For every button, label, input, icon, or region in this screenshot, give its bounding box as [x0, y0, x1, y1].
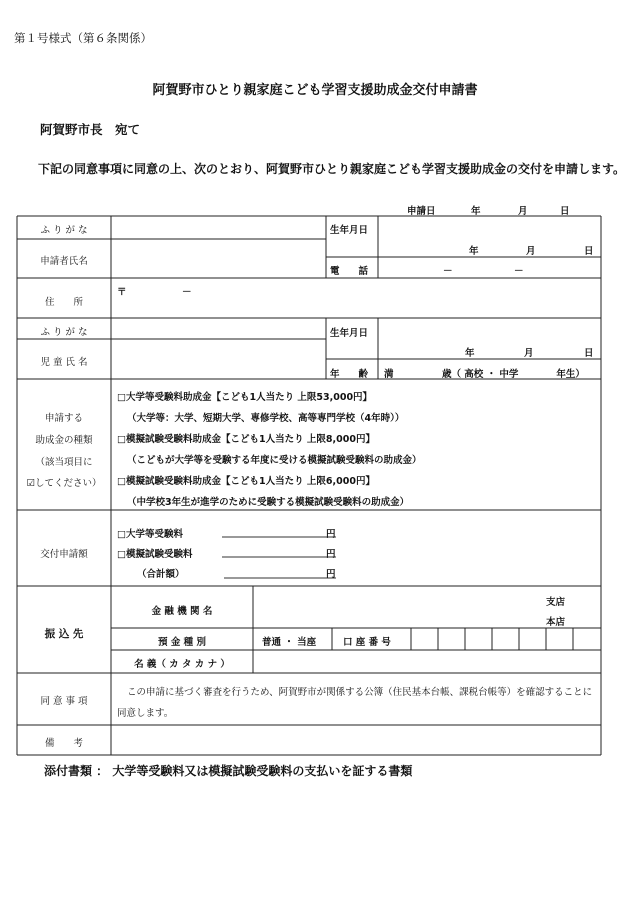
- child-birthdate-label: 生年月日: [330, 328, 369, 339]
- applicant-furigana-field[interactable]: [112, 218, 325, 238]
- grant-type-label-4: ☑してください）: [26, 478, 102, 489]
- bank-name-label: 金 融 機 関 名: [151, 606, 213, 617]
- application-date-label: 申請日: [407, 206, 436, 217]
- option-mock-exam-8000-note: （こどもが大学等を受験する年度に受ける模擬試験受験料の助成金）: [127, 455, 422, 466]
- child-furigana-label: ふ り が な: [40, 327, 88, 338]
- addressee: 阿賀野市長 宛て: [40, 122, 141, 137]
- applicant-birthdate-label: 生年月日: [330, 225, 369, 236]
- applicant-name-label: 申請者氏名: [40, 256, 88, 267]
- child-name-label: 児 童 氏 名: [40, 357, 88, 368]
- child-birth-day[interactable]: 日: [584, 348, 594, 359]
- remarks-label: 備 考: [44, 738, 83, 749]
- amount-university-label[interactable]: □大学等受験料: [117, 529, 183, 540]
- child-name-field[interactable]: [112, 341, 325, 378]
- account-type-label: 預 金 種 別: [158, 637, 206, 648]
- postal-mark: 〒: [117, 287, 127, 298]
- postal-dash[interactable]: －: [182, 287, 192, 298]
- child-age-grade[interactable]: 歳（ 高校 ・ 中学 年生）: [442, 369, 585, 380]
- address-label: 住 所: [44, 297, 83, 308]
- option-university-exam[interactable]: □大学等受験料助成金【こども1人当たり 上限53,000円】: [117, 392, 373, 403]
- account-number-label: 口 座 番 号: [343, 637, 391, 648]
- applicant-birth-day[interactable]: 日: [584, 246, 594, 257]
- child-birth-month[interactable]: 月: [524, 348, 534, 359]
- applicant-birth-year[interactable]: 年: [469, 246, 479, 257]
- application-date-year: 年: [471, 206, 481, 217]
- child-furigana-field[interactable]: [112, 320, 325, 338]
- intro-statement: 下記の同意事項に同意の上、次のとおり、阿賀野市ひとり親家庭こども学習支援助成金の交付を申請します。: [38, 162, 626, 176]
- option-university-exam-note: （大学等：大学、短期大学、専修学校、高等専門学校（4年時））: [127, 413, 405, 424]
- application-date-month: 月: [518, 206, 528, 217]
- consent-label: 同 意 事 項: [40, 696, 88, 707]
- option-mock-exam-8000[interactable]: □模擬試験受験料助成金【こども1人当たり 上限8,000円】: [117, 434, 375, 445]
- account-type-options[interactable]: 普通 ・ 当座: [262, 637, 317, 648]
- phone-dash-1[interactable]: －: [443, 266, 453, 277]
- child-age-label: 年 齢: [330, 369, 369, 380]
- option-mock-exam-6000-note: （中学校3年生が進学のために受験する模擬試験受験料の助成金）: [127, 497, 410, 508]
- transfer-label: 振 込 先: [44, 628, 84, 640]
- application-date-day: 日: [560, 206, 570, 217]
- child-age-prefix: 満: [384, 369, 394, 380]
- amount-mock-label[interactable]: □模擬試験受験料: [117, 549, 193, 560]
- applicant-name-field[interactable]: [112, 241, 325, 277]
- head-office-label: 本店: [546, 617, 566, 628]
- account-holder-label: 名 義（ カ タ カ ナ ）: [134, 659, 230, 670]
- form-title: 阿賀野市ひとり親家庭こども学習支援助成金交付申請書: [152, 83, 478, 98]
- grant-type-label-2: 助成金の種類: [35, 435, 93, 446]
- amount-mock-unit: 円: [326, 549, 336, 560]
- option-mock-exam-6000[interactable]: □模擬試験受験料助成金【こども1人当たり 上限6,000円】: [117, 476, 375, 487]
- grant-type-label-3: （該当項目に: [35, 457, 93, 468]
- child-birth-year[interactable]: 年: [465, 348, 475, 359]
- amount-university-unit: 円: [326, 529, 336, 540]
- amount-label: 交付申請額: [40, 549, 88, 560]
- grant-type-label-1: 申請する: [44, 413, 83, 424]
- form-number: 第１号様式（第６条関係）: [14, 31, 152, 45]
- applicant-birth-month[interactable]: 月: [526, 246, 536, 257]
- phone-dash-2[interactable]: －: [514, 266, 524, 277]
- amount-total-label: （合計額）: [137, 569, 185, 580]
- remarks-field[interactable]: [112, 727, 600, 754]
- consent-text-line2: 同意します。: [117, 708, 174, 719]
- applicant-furigana-label: ふ り が な: [40, 225, 88, 236]
- consent-text-line1: この申請に基づく審査を行うため、阿賀野市が関係する公簿（住民基本台帳、課税台帳等）を確認することに: [127, 687, 593, 698]
- amount-total-unit: 円: [326, 569, 336, 580]
- applicant-phone-label: 電 話: [330, 266, 369, 277]
- branch-label: 支店: [546, 597, 566, 608]
- attachments-note: 添付書類 ： 大学等受験料又は模擬試験受験料の支払いを証する書類: [44, 764, 413, 778]
